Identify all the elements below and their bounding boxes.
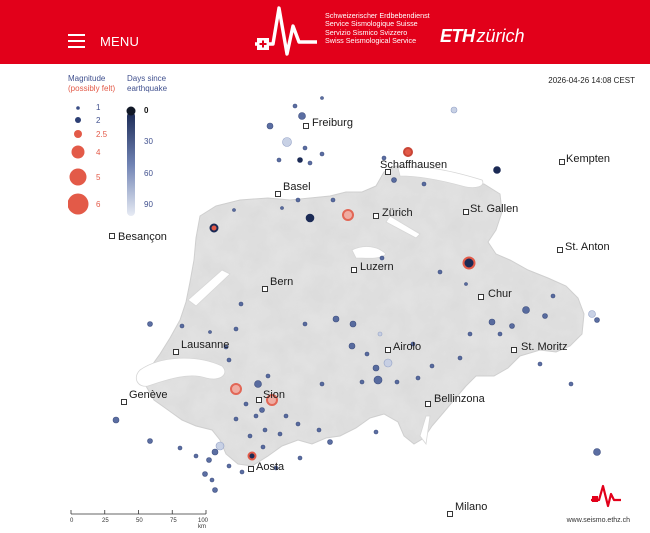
city-label: Lausanne bbox=[181, 339, 230, 351]
service-name-it: Servizio Sismico Svizzero bbox=[325, 27, 408, 37]
legend-graphic bbox=[68, 74, 188, 224]
earthquake-marker[interactable] bbox=[277, 158, 281, 162]
earthquake-marker[interactable] bbox=[234, 417, 238, 421]
website-link[interactable]: www.seismo.ethz.ch bbox=[566, 517, 630, 524]
city-label: Luzern bbox=[360, 261, 394, 273]
eth-zurich-logo[interactable] bbox=[440, 26, 525, 47]
earthquake-marker[interactable] bbox=[234, 327, 238, 331]
earthquake-marker[interactable] bbox=[227, 358, 231, 362]
earthquake-marker[interactable] bbox=[180, 324, 184, 328]
hamburger-icon bbox=[68, 34, 85, 48]
scale-tick-50: 50 bbox=[136, 518, 143, 524]
legend-days-0-symbol bbox=[127, 107, 136, 116]
earthquake-marker[interactable] bbox=[148, 439, 153, 444]
legend-mag-1-label: 1 bbox=[96, 103, 101, 112]
scale-tick-0: 0 bbox=[70, 518, 74, 524]
earthquake-marker[interactable] bbox=[378, 332, 382, 336]
service-name-en: Swiss Seismological Service bbox=[325, 36, 417, 46]
earthquake-marker[interactable] bbox=[595, 318, 600, 323]
legend-mag-5-symbol bbox=[70, 169, 87, 186]
earthquake-marker[interactable] bbox=[543, 314, 548, 319]
earthquake-marker[interactable] bbox=[203, 472, 208, 477]
earthquake-marker[interactable] bbox=[317, 428, 321, 432]
legend-mag-2.5-label: 2.5 bbox=[96, 130, 108, 139]
city-label: Milano bbox=[455, 501, 488, 513]
city-marker bbox=[110, 234, 115, 239]
city-marker bbox=[122, 400, 127, 405]
earthquake-marker[interactable] bbox=[333, 316, 339, 322]
legend-mag-6-label: 6 bbox=[96, 200, 101, 209]
earthquake-marker[interactable] bbox=[458, 356, 462, 360]
city-label: Sion bbox=[263, 389, 286, 401]
earthquake-marker[interactable] bbox=[384, 359, 392, 367]
earthquake-marker[interactable] bbox=[374, 430, 378, 434]
earthquake-marker[interactable] bbox=[239, 302, 243, 306]
earthquake-marker[interactable] bbox=[523, 307, 530, 314]
earthquake-marker[interactable] bbox=[299, 113, 306, 120]
earthquake-marker[interactable] bbox=[267, 123, 273, 129]
city-marker bbox=[276, 192, 281, 197]
earthquake-marker[interactable] bbox=[498, 332, 502, 336]
legend-magnitude-label: Magnitude bbox=[68, 74, 106, 83]
earthquake-marker[interactable] bbox=[373, 365, 379, 371]
earthquake-marker[interactable] bbox=[296, 198, 300, 202]
earthquake-marker[interactable] bbox=[308, 161, 312, 165]
earthquake-marker[interactable] bbox=[254, 414, 258, 418]
earthquake-marker[interactable] bbox=[430, 364, 434, 368]
earthquake-marker[interactable] bbox=[240, 470, 244, 474]
city-label: Airolo bbox=[393, 341, 422, 353]
earthquake-marker[interactable] bbox=[465, 283, 468, 286]
earthquake-marker[interactable] bbox=[244, 402, 248, 406]
earthquake-marker[interactable] bbox=[349, 343, 355, 349]
earthquake-marker[interactable] bbox=[178, 446, 182, 450]
earthquake-map[interactable] bbox=[0, 64, 650, 533]
earthquake-marker[interactable] bbox=[266, 374, 270, 378]
city-marker bbox=[560, 160, 565, 165]
city-marker bbox=[249, 467, 254, 472]
scale-tick-25: 25 bbox=[102, 518, 109, 524]
earthquake-marker[interactable] bbox=[331, 198, 335, 202]
earthquake-marker[interactable] bbox=[468, 332, 472, 336]
scale-bar-line bbox=[70, 508, 210, 516]
legend-felt-label: (possibly felt) bbox=[68, 84, 116, 93]
earthquake-marker[interactable] bbox=[211, 225, 218, 232]
timestamp: 2026-04-26 14:08 CEST bbox=[548, 76, 635, 85]
earthquake-marker[interactable] bbox=[249, 453, 256, 460]
city-marker bbox=[512, 348, 517, 353]
earthquake-marker[interactable] bbox=[210, 478, 214, 482]
menu-label: MENU bbox=[100, 33, 140, 49]
legend-days-line2: earthquake bbox=[127, 84, 168, 93]
earthquake-marker[interactable] bbox=[284, 414, 288, 418]
earthquake-marker[interactable] bbox=[148, 322, 153, 327]
earthquake-marker[interactable] bbox=[321, 97, 324, 100]
earthquake-marker[interactable] bbox=[303, 322, 307, 326]
city-label: St. Anton bbox=[565, 241, 610, 253]
earthquake-marker[interactable] bbox=[248, 434, 252, 438]
earthquake-marker[interactable] bbox=[263, 428, 267, 432]
earthquake-marker[interactable] bbox=[293, 104, 297, 108]
city-marker bbox=[479, 295, 484, 300]
city-label: St. Gallen bbox=[470, 203, 519, 215]
eth-logo-rest: zürich bbox=[476, 26, 525, 46]
legend-mag-6-symbol bbox=[68, 194, 89, 215]
earthquake-marker[interactable] bbox=[422, 182, 426, 186]
earthquake-marker[interactable] bbox=[298, 158, 303, 163]
scale-tick-100: 100 km bbox=[198, 518, 209, 530]
earthquake-marker[interactable] bbox=[510, 324, 515, 329]
earthquake-marker[interactable] bbox=[298, 456, 302, 460]
legend-mag-4-symbol bbox=[72, 146, 85, 159]
earthquake-marker[interactable] bbox=[213, 488, 218, 493]
earthquake-marker[interactable] bbox=[255, 381, 262, 388]
city-marker bbox=[263, 287, 268, 292]
earthquake-marker[interactable] bbox=[227, 464, 231, 468]
city-label: Chur bbox=[488, 288, 512, 300]
city-label: Kempten bbox=[566, 153, 611, 165]
earthquake-marker[interactable] bbox=[320, 152, 324, 156]
city-marker bbox=[257, 398, 262, 403]
earthquake-marker[interactable] bbox=[278, 432, 282, 436]
city-marker bbox=[386, 348, 391, 353]
legend-days-90-label: 90 bbox=[144, 200, 153, 209]
eth-logo-bold: ETH bbox=[440, 26, 475, 46]
earthquake-marker[interactable] bbox=[489, 319, 495, 325]
earthquake-marker[interactable] bbox=[538, 362, 542, 366]
city-label: Genève bbox=[129, 389, 168, 401]
earthquake-marker[interactable] bbox=[343, 210, 353, 220]
earthquake-marker[interactable] bbox=[209, 331, 212, 334]
city-marker bbox=[352, 268, 357, 273]
earthquake-marker[interactable] bbox=[569, 382, 573, 386]
earthquake-marker[interactable] bbox=[212, 449, 218, 455]
scale-bar bbox=[70, 508, 210, 530]
earthquake-marker[interactable] bbox=[374, 376, 382, 384]
earthquake-marker[interactable] bbox=[296, 422, 300, 426]
legend-mag-5-label: 5 bbox=[96, 173, 101, 182]
city-label: Schaffhausen bbox=[380, 159, 448, 171]
city-marker bbox=[374, 214, 379, 219]
earthquake-marker[interactable] bbox=[113, 417, 119, 423]
legend bbox=[68, 74, 188, 224]
scale-tick-75: 75 bbox=[170, 518, 177, 524]
earthquake-marker[interactable] bbox=[589, 311, 596, 318]
earthquake-marker[interactable] bbox=[360, 380, 364, 384]
earthquake-marker[interactable] bbox=[594, 449, 601, 456]
earthquake-marker[interactable] bbox=[451, 107, 457, 113]
earthquake-marker[interactable] bbox=[260, 408, 265, 413]
earthquake-marker[interactable] bbox=[233, 209, 236, 212]
earthquake-marker[interactable] bbox=[464, 258, 475, 269]
city-label: Bellinzona bbox=[434, 393, 485, 405]
sed-logo-icon[interactable] bbox=[255, 4, 317, 60]
earthquake-marker[interactable] bbox=[551, 294, 555, 298]
earthquake-marker[interactable] bbox=[320, 382, 324, 386]
city-marker bbox=[174, 350, 179, 355]
earthquake-marker[interactable] bbox=[194, 454, 198, 458]
city-marker bbox=[304, 124, 309, 129]
city-marker bbox=[558, 248, 563, 253]
earthquake-marker[interactable] bbox=[392, 178, 397, 183]
earthquake-marker[interactable] bbox=[261, 445, 265, 449]
earthquake-marker[interactable] bbox=[281, 207, 284, 210]
sed-mini-logo-icon bbox=[591, 482, 621, 510]
city-label: Besançon bbox=[118, 231, 167, 243]
header-bar bbox=[0, 0, 650, 64]
legend-days-line1: Days since bbox=[127, 74, 167, 83]
legend-days-0-label: 0 bbox=[144, 106, 149, 115]
city-label: Freiburg bbox=[312, 117, 353, 129]
legend-days-60-label: 60 bbox=[144, 169, 153, 178]
earthquake-marker[interactable] bbox=[404, 148, 412, 156]
earthquake-marker[interactable] bbox=[395, 380, 399, 384]
legend-days-gradient bbox=[127, 112, 135, 216]
legend-mag-4-label: 4 bbox=[96, 148, 101, 157]
earthquake-marker[interactable] bbox=[380, 256, 384, 260]
legend-days-30-label: 30 bbox=[144, 137, 153, 146]
earthquake-marker[interactable] bbox=[438, 270, 442, 274]
earthquake-marker[interactable] bbox=[365, 352, 369, 356]
earthquake-marker[interactable] bbox=[306, 214, 314, 222]
legend-mag-1-symbol bbox=[76, 106, 80, 110]
earthquake-marker[interactable] bbox=[283, 138, 292, 147]
city-label: St. Moritz bbox=[521, 341, 568, 353]
legend-mag-2-symbol bbox=[75, 117, 81, 123]
service-name-de: Schweizerischer Erdbebendienst bbox=[325, 11, 430, 20]
earthquake-marker[interactable] bbox=[328, 440, 333, 445]
earthquake-marker[interactable] bbox=[416, 376, 420, 380]
earthquake-marker[interactable] bbox=[207, 458, 212, 463]
city-marker bbox=[464, 210, 469, 215]
service-name-fr: Service Sismologique Suisse bbox=[325, 19, 418, 29]
menu-button[interactable] bbox=[68, 27, 139, 55]
earthquake-marker[interactable] bbox=[231, 384, 241, 394]
earthquake-marker[interactable] bbox=[494, 167, 501, 174]
city-label: Zürich bbox=[382, 207, 413, 219]
earthquake-marker[interactable] bbox=[216, 442, 224, 450]
city-label: Basel bbox=[283, 181, 311, 193]
city-label: Bern bbox=[270, 276, 294, 288]
earthquake-marker[interactable] bbox=[350, 321, 356, 327]
city-label: Aosta bbox=[256, 461, 285, 473]
city-marker bbox=[448, 512, 453, 517]
service-names bbox=[325, 12, 430, 46]
legend-mag-2-label: 2 bbox=[96, 116, 101, 125]
city-marker bbox=[426, 402, 431, 407]
earthquake-marker[interactable] bbox=[303, 146, 307, 150]
legend-mag-2.5-symbol bbox=[74, 130, 82, 138]
